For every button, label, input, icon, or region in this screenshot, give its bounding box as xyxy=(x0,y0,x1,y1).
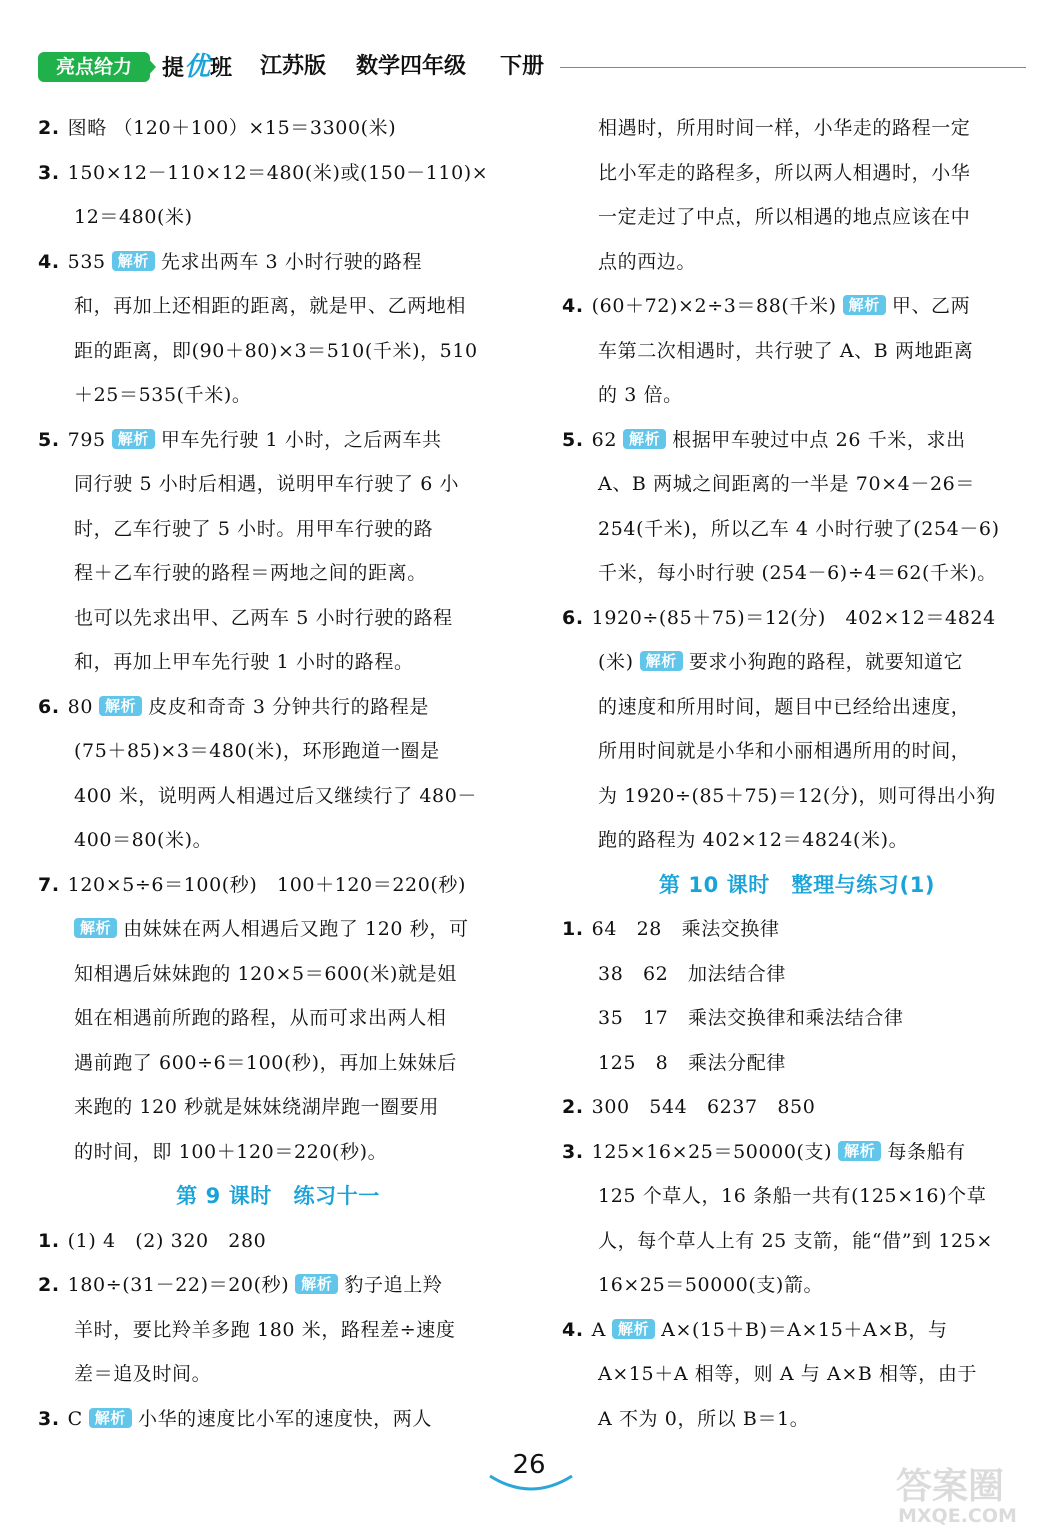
analysis-text: 跑的路程为 402×12＝4824(米)。 xyxy=(598,829,909,851)
item-number: 5. xyxy=(562,428,584,451)
analysis-tag: 解析 xyxy=(89,1408,132,1428)
analysis-text: 的速度和所用时间，题目中已经给出速度， xyxy=(598,695,971,718)
answer-text: 64 28 乘法交换律 xyxy=(591,918,780,940)
analysis-text: 先求出两车 3 小时行驶的路程 xyxy=(160,250,423,273)
s9-answer-5 xyxy=(562,418,1032,463)
analysis-text: 要求小狗跑的路程，就要知道它 xyxy=(688,651,964,673)
answer-value: 80 xyxy=(67,695,94,718)
subject: 数学四年级 xyxy=(356,54,467,79)
answer-text: 38 62 加法结合律 xyxy=(598,962,786,985)
section-title-10: 第 10 课时 整理与练习(1) xyxy=(658,872,936,897)
item-number: 3. xyxy=(38,161,60,184)
item-number: 1. xyxy=(38,1229,60,1252)
left-column xyxy=(38,106,518,1441)
analysis-text: A×(15＋B)＝A×15＋A×B，与 xyxy=(661,1318,948,1341)
analysis-text: 一定走过了中点，所以相遇的地点应该在中 xyxy=(598,206,971,228)
analysis-text: 遇前跑了 600÷6＝100(秒)，再加上妹妹后 xyxy=(74,1051,457,1074)
analysis-text: 相遇时，所用时间一样，小华走的路程一定 xyxy=(598,117,971,139)
analysis-text: A×15＋A 相等，则 A 与 A×B 相等，由于 xyxy=(598,1363,978,1385)
analysis-text: 知相遇后妹妹跑的 120×5＝600(米)就是姐 xyxy=(74,962,457,985)
answer-value: 535 xyxy=(67,250,106,273)
s9-answer-3 xyxy=(38,1397,518,1442)
s9-answer-1 xyxy=(38,1219,518,1264)
s10-answer-3 xyxy=(562,1130,1032,1175)
s9-answer-4 xyxy=(562,284,1032,329)
analysis-text: 的 3 倍。 xyxy=(598,384,683,406)
analysis-text: 点的西边。 xyxy=(598,250,697,273)
right-column xyxy=(562,106,1032,1441)
analysis-text: 来跑的 120 秒就是妹妹绕湖岸跑一圈要用 xyxy=(74,1096,439,1118)
page-number-swoosh xyxy=(486,1472,576,1498)
analysis-text: 羊时，要比羚羊多跑 180 米，路程差÷速度 xyxy=(74,1318,456,1341)
analysis-tag: 解析 xyxy=(640,651,683,671)
analysis-text: 车第二次相遇时，共行驶了 A、B 两地距离 xyxy=(598,339,974,362)
s10-answer-2 xyxy=(562,1085,1032,1130)
volume: 下册 xyxy=(500,54,545,79)
analysis-text: 姐在相遇前所跑的路程，从而可求出两人相 xyxy=(74,1007,447,1029)
page-number: 26 xyxy=(512,1450,546,1480)
item-number: 3. xyxy=(562,1140,584,1163)
item-number: 7. xyxy=(38,873,60,896)
analysis-tag: 解析 xyxy=(612,1319,655,1339)
analysis-text: ＋25＝535(千米)。 xyxy=(74,384,252,406)
analysis-tag: 解析 xyxy=(838,1141,881,1161)
analysis-text: 同行驶 5 小时后相遇，说明甲车行驶了 6 小 xyxy=(74,473,460,495)
analysis-tag: 解析 xyxy=(74,918,117,938)
answer-value: (60＋72)×2÷3＝88(千米) xyxy=(591,295,837,317)
page-header xyxy=(38,48,1028,88)
watermark-top: 答案圈 xyxy=(896,1466,1005,1507)
analysis-text: 和，再加上还相距的距离，就是甲、乙两地相 xyxy=(74,295,467,317)
s9-answer-6 xyxy=(562,596,1032,641)
answer-6 xyxy=(38,685,518,730)
answer-2 xyxy=(38,106,518,151)
analysis-text: 400＝80(米)。 xyxy=(74,829,213,851)
analysis-text: 比小军走的路程多，所以两人相遇时，小华 xyxy=(598,161,971,184)
answer-4 xyxy=(38,240,518,285)
analysis-tag: 解析 xyxy=(112,251,155,271)
item-number: 2. xyxy=(562,1096,584,1118)
section-title-9: 第 9 课时 练习十一 xyxy=(176,1184,380,1208)
item-number: 2. xyxy=(38,117,60,139)
analysis-text: 甲车先行驶 1 小时，之后两车共 xyxy=(160,428,442,451)
analysis-text: 和，再加上甲车先行驶 1 小时的路程。 xyxy=(74,651,414,673)
series-ban: 班 xyxy=(210,56,233,81)
analysis-text: 每条船有 xyxy=(887,1140,966,1163)
series-title xyxy=(162,52,232,84)
analysis-text: 甲、乙两 xyxy=(891,295,971,317)
analysis-text: 皮皮和奇奇 3 分钟共行的路程是 xyxy=(148,695,430,718)
answer-text: 125 8 乘法分配律 xyxy=(598,1051,786,1074)
analysis-text: 人，每个草人上有 25 支箭，能“借”到 125× xyxy=(598,1229,993,1252)
answer-value: C xyxy=(67,1407,83,1430)
answer-7 xyxy=(38,863,518,908)
s10-answer-1 xyxy=(562,907,1032,952)
analysis-tag: 解析 xyxy=(112,429,155,449)
analysis-text: 也可以先求出甲、乙两车 5 小时行驶的路程 xyxy=(74,606,453,629)
analysis-line xyxy=(562,640,1032,685)
analysis-tag: 解析 xyxy=(295,1274,338,1294)
analysis-text: 程＋乙车行驶的路程＝两地之间的距离。 xyxy=(74,562,427,584)
answer-value: A xyxy=(591,1318,606,1341)
answer-text: 12＝480(米) xyxy=(74,206,193,228)
answer-value: 180÷(31－22)＝20(秒) xyxy=(67,1274,290,1296)
analysis-text: A、B 两城之间距离的一半是 70×4－26＝ xyxy=(598,473,975,495)
analysis-text: 时，乙车行驶了 5 小时。用甲车行驶的路 xyxy=(74,517,434,540)
answer-5 xyxy=(38,418,518,463)
analysis-text: 由妹妹在两人相遇后又跑了 120 秒，可 xyxy=(123,918,469,940)
s10-answer-4 xyxy=(562,1308,1032,1353)
series-you: 优 xyxy=(184,52,211,82)
analysis-text: 差＝追及时间。 xyxy=(74,1363,212,1385)
item-number: 1. xyxy=(562,918,584,940)
analysis-text: 400 米，说明两人相遇过后又继续行了 480－ xyxy=(74,784,478,807)
analysis-text: 所用时间就是小华和小丽相遇所用的时间， xyxy=(598,740,971,762)
analysis-text: 为 1920÷(85＋75)＝12(分)，则可得出小狗 xyxy=(598,784,996,807)
answer-text: 图略 （120＋100）×15＝3300(米) xyxy=(67,117,397,139)
analysis-text: 距的距离，即(90＋80)×3＝510(千米)，510 xyxy=(74,339,478,362)
item-number: 6. xyxy=(562,606,584,629)
analysis-tag: 解析 xyxy=(99,696,142,716)
item-number: 4. xyxy=(562,1318,584,1341)
edition: 江苏版 xyxy=(260,54,327,79)
analysis-text: 254(千米)，所以乙车 4 小时行驶了(254－6) xyxy=(598,517,1000,540)
brand-badge: 亮点给力 xyxy=(38,52,150,82)
item-number: 3. xyxy=(38,1407,60,1430)
item-number: 4. xyxy=(38,250,60,273)
watermark-bottom: MXQE.COM xyxy=(898,1505,1017,1527)
answer-text: (1) 4 (2) 320 280 xyxy=(67,1229,267,1252)
analysis-text: 小华的速度比小军的速度快，两人 xyxy=(137,1407,432,1430)
answer-3 xyxy=(38,151,518,196)
analysis-text: 豹子追上羚 xyxy=(344,1274,443,1296)
answer-text: 150×12－110×12＝480(米)或(150－110)× xyxy=(67,161,489,184)
analysis-tag: 解析 xyxy=(843,295,886,315)
analysis-line xyxy=(38,907,518,952)
answer-value: 120×5÷6＝100(秒) 100＋120＝220(秒) xyxy=(67,873,467,896)
item-number: 6. xyxy=(38,695,60,718)
answer-text: 35 17 乘法交换律和乘法结合律 xyxy=(598,1007,904,1029)
analysis-text: 125 个草人，16 条船一共有(125×16)个草 xyxy=(598,1185,987,1207)
series-ti: 提 xyxy=(162,56,185,81)
header-rule xyxy=(560,67,1026,68)
answer-value: 125×16×25＝50000(支) xyxy=(591,1140,833,1163)
analysis-text: (75＋85)×3＝480(米)，环形跑道一圈是 xyxy=(74,740,440,762)
analysis-text: 千米，每小时行驶 (254－6)÷4＝62(千米)。 xyxy=(598,562,997,584)
s9-answer-2 xyxy=(38,1263,518,1308)
analysis-text: 的时间，即 100＋120＝220(秒)。 xyxy=(74,1140,388,1163)
item-number: 4. xyxy=(562,295,584,317)
watermark-logo xyxy=(890,1458,1040,1528)
answer-value: 795 xyxy=(67,428,106,451)
answer-value: 62 xyxy=(591,428,618,451)
analysis-tag: 解析 xyxy=(623,429,666,449)
item-number: 5. xyxy=(38,428,60,451)
analysis-text: A 不为 0，所以 B＝1。 xyxy=(598,1407,810,1430)
analysis-text: 根据甲车驶过中点 26 千米，求出 xyxy=(672,428,966,451)
item-number: 2. xyxy=(38,1274,60,1296)
answer-text: 300 544 6237 850 xyxy=(591,1096,816,1118)
answer-value: 1920÷(85＋75)＝12(分) 402×12＝4824 xyxy=(591,606,996,629)
analysis-text: 16×25＝50000(支)箭。 xyxy=(598,1274,824,1296)
answer-unit: (米) xyxy=(598,651,634,673)
